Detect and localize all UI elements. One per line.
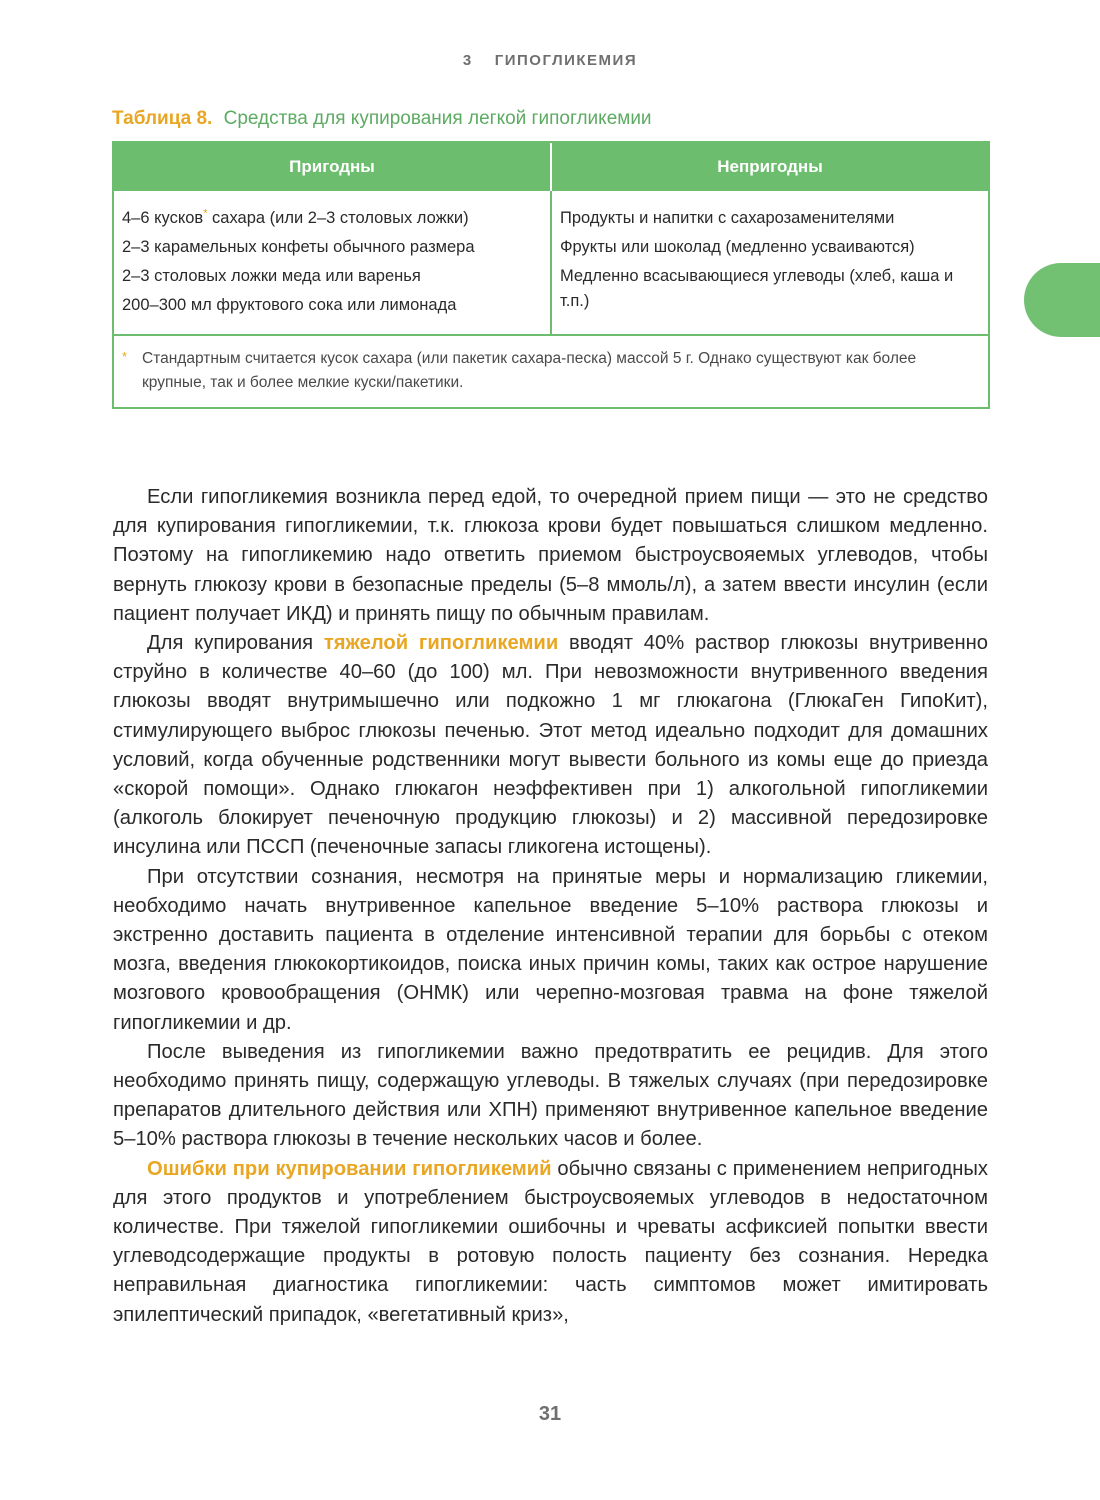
paragraph-text: Для купирования: [147, 632, 324, 655]
remedies-table: [112, 141, 990, 409]
suitable-item: 200–300 мл фруктового сока или лимонада: [122, 296, 457, 314]
page-number: 31: [538, 1403, 562, 1425]
table-footnote: [114, 336, 988, 407]
running-head: [0, 52, 1100, 69]
paragraph: [113, 629, 988, 863]
table-title: Средства для купирования легкой гипогликемии: [223, 108, 652, 129]
suitable-item: 2–3 карамельных конфеты обычного размера: [122, 238, 475, 256]
paragraph: При отсутствии сознания, несмотря на принятые меры и нормализацию гликемии, необходимо начать внутривенное капельное введение 5–10% раствора глюкозы и экстренно доставить пациента в отделение интенсивной терапии для борьбы с отеком мозга, введения глюкокортикоидов, поиска иных причин комы, таких как острое нарушение мозгового кровообращения (ОНМК) или черепно-мозговая травма на фоне тяжелой гипогликемии и др.: [113, 865, 988, 1034]
footnote-marker: *: [203, 207, 208, 220]
suitable-column: [114, 191, 552, 334]
paragraph-text: обычно связаны с применением непригодных для этого продуктов и употреблением быстроусвояемых углеводов в недостаточном количестве. При тяжелой гипогликемии ошибочны и чреваты асфиксией попытки ввести углеводсодержащие продукты в ротовую полость пациенту без сознания. Нередка неправильная диагностика гипогликемии: часть симптомов может имитировать эпилептический припадок, «вегетативный криз»,: [113, 1157, 988, 1326]
column-header-unsuitable: Непригодны: [717, 157, 823, 176]
suitable-item-text: сахара (или 2–3 столовых ложки): [207, 209, 469, 227]
footnote-text: Стандартным считается кусок сахара (или пакетик сахара-песка) массой 5 г. Однако существуют как более крупные, так и более мелкие куски/пакетики.: [142, 350, 917, 391]
table-label: Таблица 8.: [112, 108, 213, 129]
suitable-item: 2–3 столовых ложки меда или варенья: [122, 267, 421, 285]
suitable-item-text: 4–6 кусков: [122, 209, 204, 227]
unsuitable-item: Фрукты или шоколад (медленно усваиваются): [560, 238, 915, 256]
column-header-suitable: Пригодны: [114, 143, 552, 191]
highlight-severe-hypoglycemia: тяжелой гипогликемии: [323, 632, 559, 655]
table-header-row: [114, 143, 988, 191]
chapter-title: ГИПОГЛИКЕМИЯ: [494, 52, 638, 69]
suitable-item: [122, 204, 542, 233]
footnote-star: *: [122, 349, 128, 364]
chapter-tab-marker: [1024, 263, 1100, 337]
unsuitable-column: [552, 191, 988, 334]
paragraph: [113, 1155, 988, 1330]
unsuitable-item: Медленно всасывающиеся углеводы (хлеб, каша и т.п.): [560, 267, 954, 310]
paragraph: Если гипогликемия возникла перед едой, то очередной прием пищи — это не средство для купирования гипогликемии, т.к. глюкоза крови будет повышаться слишком медленно. Поэтому на гипогликемию надо ответить приемом быстроусвояемых углеводов, чтобы вернуть глюкозу крови в безопасные пределы (5–8 ммоль/л), а затем ввести инсулин (если пациент получает ИКД) и принять пищу по обычным правилам.: [113, 486, 988, 625]
chapter-number: 3: [462, 52, 473, 69]
unsuitable-item: Продукты и напитки с сахарозаменителями: [560, 209, 895, 227]
highlight-errors: Ошибки при купировании гипогликемий: [147, 1157, 552, 1180]
body-text: [113, 483, 988, 1330]
table-body-row: [114, 191, 988, 336]
paragraph-text: вводят 40% раствор глюкозы внутривенно струйно в количестве 40–60 (до 100) мл. При невозможности внутривенного введения глюкозы вводят внутримышечно или подкожно 1 мг глюкагона (ГлюкаГен ГипоКит), стимулирующего выброс глюкозы печенью. Этот метод идеально подходит для домашних условий, когда обученные родственники могут вывести больного из комы еще до приезда «скорой помощи». Однако глюкагон неэффективен при 1) алкогольной гипогликемии (алкоголь блокирует печеночную продукцию глюкозы) и 2) массивной передозировке инсулина или ПССП (печеночные запасы гликогена истощены).: [113, 632, 988, 859]
table-caption: [112, 108, 652, 130]
paragraph: После выведения из гипогликемии важно предотвратить ее рецидив. Для этого необходимо принять пищу, содержащую углеводы. В тяжелых случаях (при передозировке препаратов длительного действия или ХПН) применяют внутривенное капельное введение 5–10% раствора глюкозы в течение нескольких часов и более.: [113, 1040, 988, 1151]
